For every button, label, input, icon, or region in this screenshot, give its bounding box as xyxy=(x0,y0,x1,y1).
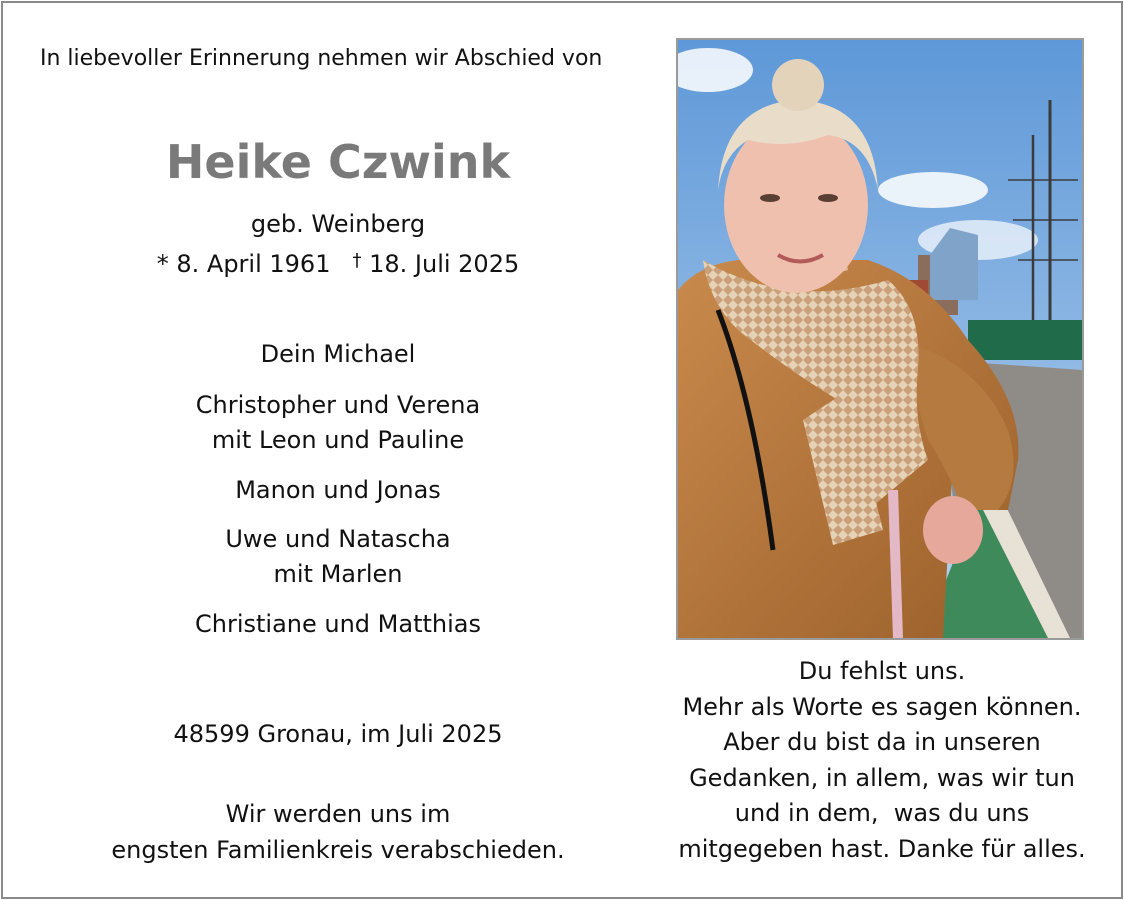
farewell-line: engsten Familienkreis verabschieden. xyxy=(111,836,565,864)
mourner-line: Christiane und Matthias xyxy=(194,610,481,638)
intro-text: In liebevoller Erinnerung nehmen wir Abschied von xyxy=(40,46,603,71)
mourner-line: Christopher und Verena xyxy=(195,391,481,419)
quote-line: Aber du bist da in unseren xyxy=(723,728,1041,756)
mourner-line: Uwe und Natascha xyxy=(225,525,451,553)
birth-date: * 8. April 1961 xyxy=(156,250,331,278)
mourner-line: mit Leon und Pauline xyxy=(211,426,465,454)
mourner-line: Manon und Jonas xyxy=(235,476,441,504)
mourner-entry xyxy=(40,473,636,508)
farewell-note xyxy=(40,796,636,868)
mourner-line: Dein Michael xyxy=(260,340,416,368)
quote-line: und in dem, was du uns xyxy=(734,799,1030,827)
mourner-entry xyxy=(40,522,636,592)
death-date: 18. Juli 2025 xyxy=(369,250,520,278)
cross-symbol: † xyxy=(352,250,362,271)
farewell-line: Wir werden uns im xyxy=(225,800,451,828)
place-date: 48599 Gronau, im Juli 2025 xyxy=(173,720,503,748)
memorial-quote xyxy=(660,654,1104,867)
mourner-entry xyxy=(40,607,636,642)
quote-line: mitgegeben hast. Danke für alles. xyxy=(678,834,1086,863)
mourner-entry xyxy=(40,337,636,372)
deceased-name: Heike Czwink xyxy=(165,135,511,189)
portrait-photo xyxy=(676,38,1084,640)
life-dates xyxy=(40,250,636,278)
quote-line: Mehr als Worte es sagen können. xyxy=(682,692,1082,721)
quote-line: Du fehlst uns. xyxy=(798,657,966,685)
maiden-name: geb. Weinberg xyxy=(250,210,426,238)
mourner-line: mit Marlen xyxy=(273,560,403,588)
quote-line: Gedanken, in allem, was wir tun xyxy=(689,763,1075,792)
mourner-entry xyxy=(40,388,636,458)
